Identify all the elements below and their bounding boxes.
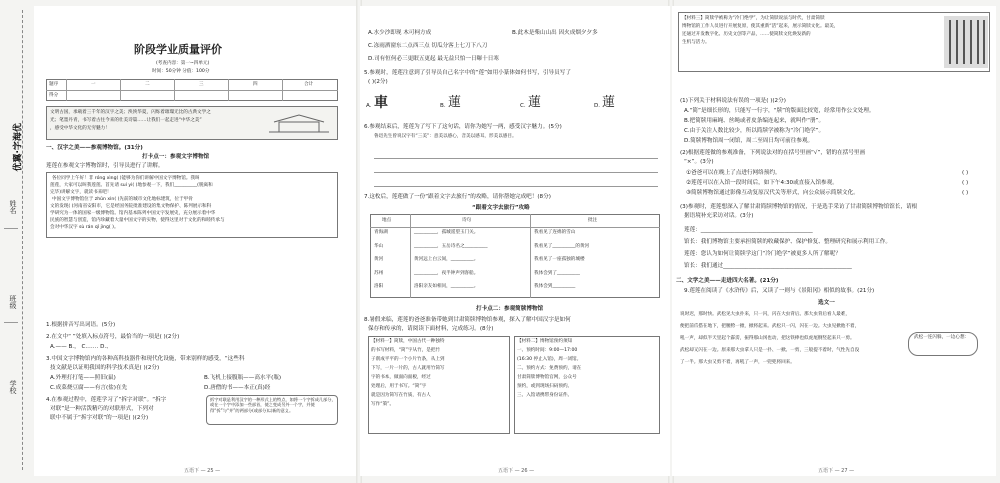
question-8-2: “×”。(3分) — [684, 159, 714, 165]
passage-line: 学研究为一体的国家一级博物馆。馆内基本陈列中国文字发展史，充分展示着中华 — [50, 211, 216, 216]
material-line: 就是因为简写在竹质，有古人 — [371, 393, 431, 398]
glyph-option-d: 蓮 — [602, 95, 616, 110]
judge-item: ②莲莲可以在入馆一段时间后，如下午4:30或直接入馆参观。 — [686, 180, 838, 186]
table-rule — [120, 79, 121, 101]
answer-line[interactable] — [374, 158, 658, 159]
story-line: 吼一声，却似半天里起个霹雳，振得那山冈也动，把这铁棒也似虎尾倒竖起来只一剪。 — [680, 336, 855, 341]
table-rule — [174, 79, 175, 101]
question-8: 8.暑假来临，莲莲的爸爸准备带她到甘肃简牍博物馆参观，探入了解中国汉字是如何 — [364, 317, 571, 323]
passage-line: 文的发现( )河南省安阳市，它是经国务院批准建设的集文物保护、陈列展示和科 — [50, 204, 212, 209]
material-line: 的书写材料，“简”字从竹，是把竹 — [371, 348, 441, 353]
score-header: 三 — [199, 82, 204, 87]
column-header: 地点 — [382, 218, 392, 223]
question-4: 4.在参观过程中，莲莲学习了“拆字对联”。“拆字 — [46, 397, 167, 403]
banner-line: 文明古国，承载着三千年的汉字之美；泱泱华夏，闪烁着璀璨无比的古典文学之 — [50, 110, 211, 115]
question-5: 5.参观时，莲莲注意到了引导员自己名字中的“莲”如用小篆体如何书写，引导员写了 — [364, 70, 571, 76]
option-label: C. — [520, 103, 526, 109]
option-label: B. — [440, 103, 446, 109]
time-info: 时间：50分钟 分值：100分 — [152, 69, 210, 74]
judge-bracket[interactable]: ( ) — [962, 170, 969, 176]
table-cell: __________，五岳诗名之__________ — [414, 243, 488, 249]
column-header: 批注 — [588, 218, 598, 223]
question-8-1: (1)下列关于材料说法有误的一项是( )(2分) — [680, 98, 786, 104]
score-header: 四 — [253, 82, 258, 87]
question-1: 1.根据拼音写出词语。(5分) — [46, 322, 116, 328]
material-line: (16:30 停止入馆)，周一闭馆。 — [517, 357, 582, 362]
table-caption: “跟着文字去旅行”攻略 — [472, 205, 530, 211]
story-line: 便把前爪搭在地下，把腰胯一掀，掀将起来。武松只一闪，闪在一边。大虫见掀他不着， — [680, 324, 860, 329]
answer-line[interactable] — [374, 186, 658, 187]
question-7: 7.这枚后，莲莲做了一份“跟着文字去旅行”的攻略，请你帮她完成吧！(8分) — [364, 194, 551, 200]
note-text: 拆字对联是利用汉字的一种形式上的特点，如将一个字拆成几部分，或在一个字中添加一些部首，使之变成另外一个字，并使得“拆”与“并”的两部分(或部分)以新的意义。 — [210, 397, 336, 413]
score-header: 一 — [91, 82, 96, 87]
question-3: 3.中国文字博物馆内的各种高科技器件和现代化设施，带来别样的感受，“这些科 — [46, 356, 245, 362]
table-rule — [282, 79, 283, 101]
judge-item: ③简牍博物馆通过影像互动复原汉代关等形式，向公众展示简牍文化。 — [686, 190, 859, 196]
passage-line: 会对中华汉字 sù rán qǐ jìnɡ( )。 — [50, 225, 119, 230]
score-header: 二 — [145, 82, 150, 87]
table-cell: 我体会到__________ — [534, 284, 576, 289]
cut-line — [22, 10, 23, 470]
story-line: 说时迟，那时快。武松见大虫扑来，只一闪，闪在大虫背后。那大虫背后看人最难， — [680, 312, 850, 317]
table-cell: 黄河远上白云间，__________。 — [414, 257, 479, 262]
banner-line: ，感受中华文化的无穷魅力！ — [50, 126, 110, 131]
column-header: 诗句 — [462, 218, 472, 223]
option-b: B.飞机上接腹瓶——高水平(瓶) — [204, 375, 282, 381]
passage-line: 中国文字博物馆位于 zhǔn xìn( )先前的城市文化地标建筑，位于甲骨 — [52, 197, 193, 202]
option-b: B.把简牍用麻绳、丝绳或者皮条编连起来，就叫作“册”。 — [684, 118, 825, 124]
table-rule — [66, 79, 67, 101]
material-line: 还通过开发数字化、历史文创等产品，……使简牍文化焕发新的 — [682, 32, 811, 37]
pavilion-illustration — [264, 112, 334, 136]
story-line: 了一半。那大虫又剪不着，再吼了一声，一兜兜将回来。 — [680, 360, 795, 365]
dialogue-line[interactable]: 馆长：我们通过______________________________________________ — [684, 263, 852, 269]
judge-bracket[interactable]: ( ) — [962, 180, 969, 186]
table-cell: 青海湖 — [374, 230, 388, 235]
question-4: 联中不属于“拆字对联”的一项是( )(2分) — [50, 415, 149, 421]
answer-line[interactable] — [374, 172, 658, 173]
glyph-option-c: 蓮 — [528, 95, 542, 110]
material-line: 写作“策”。 — [371, 402, 395, 407]
material-title: 【材料二】博物馆预约须知 — [517, 339, 573, 344]
class-blank[interactable] — [4, 322, 18, 323]
subtitle: (考查内容：第一~四单元) — [156, 61, 210, 66]
page-footer: 五语下 — 27 — — [818, 468, 855, 474]
section-heading: 一、汉字之美——参观博物馆。(31分) — [46, 145, 143, 151]
judge-bracket[interactable]: ( ) — [962, 190, 969, 196]
intro-text: 莲莲在参观文字博物馆时，引导员进行了讲解。 — [46, 163, 164, 169]
table-rule — [370, 227, 660, 228]
glyph-option-b: 蓮 — [448, 95, 462, 110]
option-c: C.由于关注人数比较少，所以简牍学被称为“冷门绝学”。 — [684, 128, 825, 134]
dialogue-line: 莲莲：您认为如何让简牍学这门“冷门绝学”被更多人所了解呢？ — [684, 251, 841, 257]
dialogue-line: 馆长：我们博物馆主要承担简牍的收藏保护、保护修复、整理研究和展示利用工作。 — [684, 239, 891, 245]
option-a: A.“简”是细长形的，只能写一行字，“牍”的版面比较宽，经常用作公文处理。 — [684, 108, 875, 114]
option-d: D.简牍博物馆周一闭馆，周二至周日均可前往参观。 — [684, 138, 814, 144]
bamboo-slip-image — [944, 16, 988, 68]
selection-title: 选文一 — [818, 300, 835, 306]
option-label: D. — [594, 103, 601, 109]
score-header: 合计 — [304, 82, 314, 87]
class-label: 班级 — [9, 295, 17, 309]
school-label: 学校 — [9, 380, 17, 394]
passage-line: 各位同学上午好！非 rónɡ xìnɡ( )能够为你们讲解中国文字博物馆。我叫 — [52, 176, 200, 181]
passage-line: 莲莲，大家可以叫我莲莲。首先请 suí yì( )地参观一下，我们__________(脱离和 — [50, 183, 213, 188]
material-line: 处理后，用于书写。“简”字 — [371, 384, 427, 389]
name-label: 姓名 — [9, 200, 17, 214]
table-cell: 我看见了__________的黄河 — [534, 243, 590, 249]
page-title: 阶段学业质量评价 — [134, 43, 222, 56]
option-b: B.此木是柴山山出 因火成烟夕夕多 — [512, 30, 598, 36]
banner-line: 光；笔墨丹青，书写着古往今来的壮美诗篇……让我们一起走进“中华之美” — [50, 118, 202, 123]
question-9: 9.莲莲在阅读了《水浒传》后，又读了一则与《景阳冈》相似的故事。(21分) — [684, 288, 875, 294]
material-line: 预约，或到现场扫码预约。 — [517, 384, 573, 389]
table-cell: 我看见了连绵的雪山 — [534, 230, 576, 235]
table-cell: 苏州 — [374, 270, 384, 276]
table-rule — [46, 90, 338, 91]
material-line: 字的书本，做面向面板，经过 — [371, 375, 431, 380]
question-4: 对联”是一种活泼精巧的对联形式，下列对 — [50, 406, 154, 412]
table-cell: 我看见了一座孤独的城楼 — [534, 257, 585, 262]
page-footer: 五语下 — 25 — — [184, 468, 221, 474]
checkpoint-heading: 打卡点二：参观简牍博物馆 — [476, 306, 544, 312]
table-cell: 洛阳 — [374, 284, 384, 289]
question-8-2: (2)根据莲莲做的参观准备，下列说法对的在括号里画“√”，错的在括号里画 — [680, 150, 866, 156]
material-line: 【材料三】简牍学被称为“冷门绝学”，为让简牍说法与时代，甘肃简牍 — [682, 16, 825, 21]
material-line: 二、预约方式：免费预约，请在 — [517, 366, 582, 371]
option-d: D.司有恒何必三更眠五更起 最无益只怕一日曝十日寒 — [368, 56, 499, 62]
option-c: C.冻雨洒窗东二点西三点 切瓜分客上七刀下八刀 — [368, 43, 488, 49]
passage-line: 完毕)讲解文字，就读书来吧！ — [50, 190, 112, 195]
question-5: ( )(2分) — [368, 79, 388, 85]
material-line: 下写，一片一片的，古人就用竹简写 — [371, 366, 445, 371]
material-line: 子削成平平的一个小片竹条，从上到 — [371, 357, 445, 362]
option-a: A.外理打打笔——照旧(鼠) — [50, 375, 116, 381]
table-cell: 洛阳亲友如相问，__________。 — [414, 284, 479, 289]
checkpoint-heading: 打卡点一：参观文字博物馆 — [142, 154, 210, 160]
option-c: C.成菜烧豆腐——有言(盐)在先 — [50, 385, 128, 391]
question-8-3: (3)参观时，莲莲想深入了解甘肃简牍博物馆的情况，于是选手采访了甘肃简牍博物馆馆长，请根 — [680, 204, 918, 210]
page-footer: 五语下 — 26 — — [498, 468, 535, 474]
question-2: 2.在文中“ ”处填入标点符号，最恰当的一项是( )(2分) — [46, 334, 180, 340]
quote: 鲁迅先生曾说汉字有“三美”：意美以感心，音美以感耳，形美以感目。 — [374, 134, 517, 139]
score-header: 题序 — [49, 82, 59, 87]
table-cell: 华山 — [374, 243, 384, 249]
material-line: 生机与活力。 — [682, 40, 710, 45]
material-line: 甘肃简牍博物馆官网，公众号 — [517, 375, 577, 380]
score-row-label: 得分 — [49, 93, 59, 98]
passage-line: 民族的智慧与创造，馆内珍藏着大量中国文字的实物，使得这里对于文化的和睦传承与 — [50, 218, 225, 223]
option-d: D.唐僧的书——本正(真)经 — [204, 385, 271, 391]
question-3: 技文献是以证明我国的科学技术真是( )(2分) — [50, 365, 160, 371]
table-cell: __________，孤城遥望玉门关。 — [414, 230, 479, 235]
material-line: 博物馆的工作人员进行开展复原，使其重新“活”起来，展示简牍文化。最美， — [682, 24, 839, 29]
name-blank[interactable] — [4, 228, 18, 229]
dialogue-line[interactable]: 莲莲：________________________________________ — [684, 227, 813, 233]
section-heading: 二、文学之美——走进四大名著。(21分) — [676, 278, 779, 284]
question-6: 6.参观结束后，莲莲为了写下了这句话，请你为她写一两，感受汉字魅力。(5分) — [364, 124, 562, 130]
binding-strip — [0, 0, 34, 483]
option-label: A. — [366, 103, 372, 109]
question-2-options: A.—— B.， C.…… D.、 — [50, 344, 112, 350]
page-27 — [672, 6, 996, 476]
table-rule — [228, 79, 229, 101]
option-a: A.水少沙即现 木可柯方成 — [368, 30, 432, 36]
brand-logo: 优翼·字海优 — [13, 123, 24, 172]
judge-item: ①爸爸可以在晚上了点进行网络预约。 — [686, 170, 781, 176]
material-line: 三、入馆请携带身份证件。 — [517, 393, 573, 398]
table-cell: __________，夜半钟声到客船。 — [414, 270, 479, 276]
question-8: 保存和传承的，请阅读下面材料，完成练习。(8分) — [368, 326, 494, 332]
glyph-option-a: 車 — [374, 95, 388, 111]
page-26 — [360, 6, 670, 476]
story-line: 武松却又闪在一边。原来那大虫拿人只是一扑、一掀、一剪，三般提不着时，气性先自没 — [680, 348, 860, 353]
question-8-3: 据语境补充采访对话。(3分) — [684, 213, 754, 219]
table-cell: 我体会到了__________ — [534, 270, 580, 276]
annotation-text: 武松一连闪躲，一边心想： — [914, 335, 970, 340]
table-cell: 黄河 — [374, 257, 384, 262]
page-25 — [34, 6, 356, 476]
material-title: 【材料一】简牍，中国古代一种独特 — [371, 339, 445, 344]
material-line: 一、预约时间：9:00—17:00 — [517, 348, 578, 353]
